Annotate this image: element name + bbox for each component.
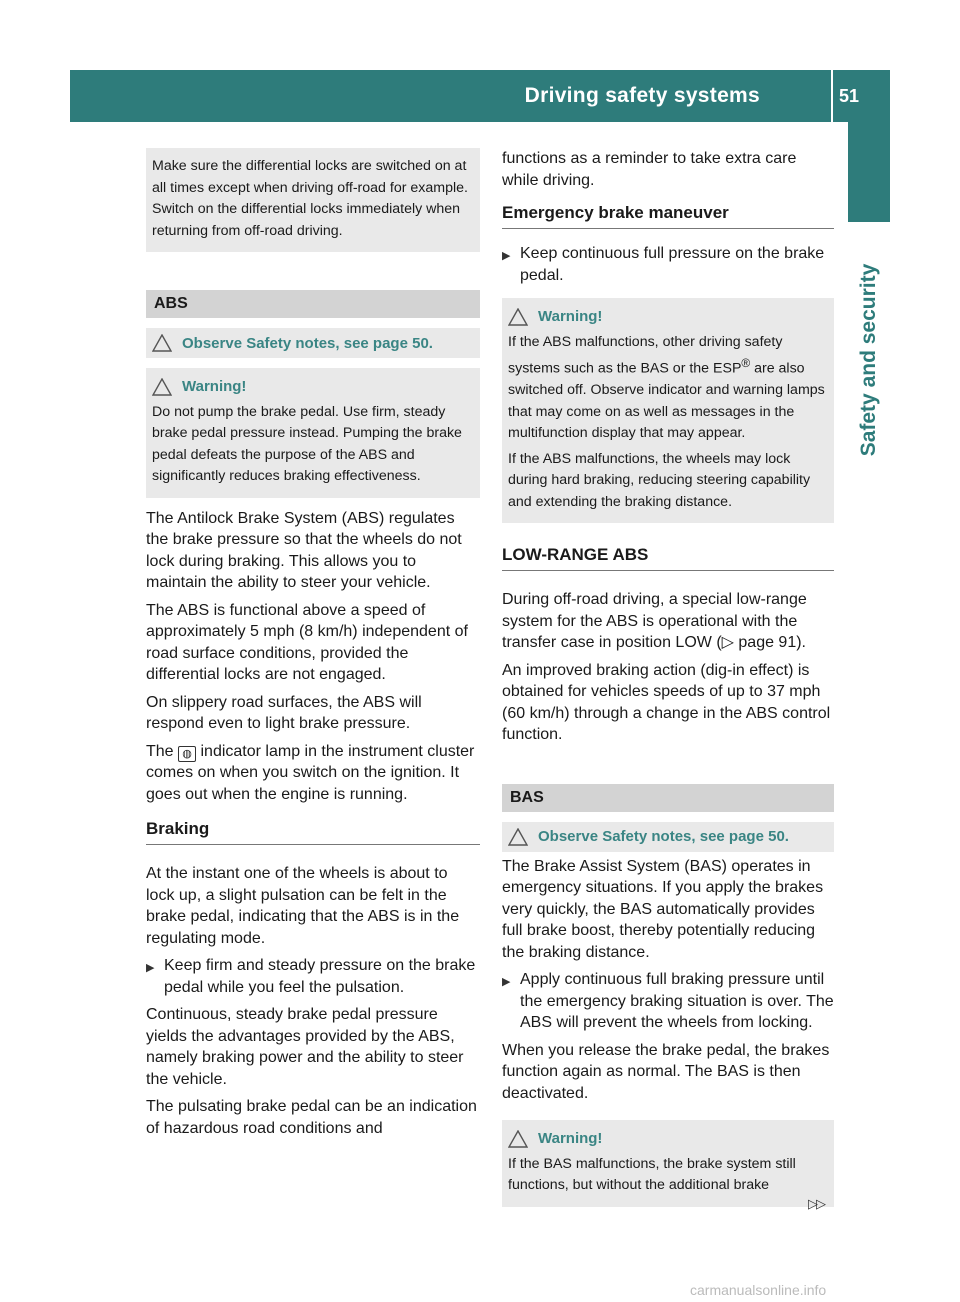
abs-section-heading: ABS [146, 290, 480, 318]
right-column [502, 148, 834, 1217]
side-tab [848, 240, 890, 480]
abs-paragraph-4-pre: The [146, 742, 174, 760]
header-divider [831, 70, 833, 122]
intro-note [146, 148, 480, 252]
warning-triangle-icon [508, 828, 528, 846]
continued-paragraph: functions as a reminder to take extra care while driving. [502, 150, 797, 189]
emergency-step-text: Keep continuous full pressure on the brake pedal. [520, 245, 825, 284]
bas-safety-note [502, 822, 834, 852]
intro-note-text: Make sure the differential locks are switched on at all times except when driving off-road for example. Switch on the differential locks immediately when returning from off-road driving. [152, 158, 468, 239]
abs-paragraph-1: The Antilock Brake System (ABS) regulates the brake pressure so that the wheels do not lock during braking. This allows you to maintain the ability to steer your vehicle. [146, 509, 462, 591]
abs-warning [146, 368, 480, 498]
abs-paragraph-4 [146, 741, 480, 806]
abs-indicator-lamp-icon: ◍ [178, 746, 196, 762]
abs-warning-title: Warning! [182, 378, 247, 395]
page-title: Driving safety systems [524, 84, 760, 107]
bas-step [502, 969, 834, 1034]
low-range-paragraph-2: An improved braking action (dig-in effect) is obtained for vehicles speeds of up to 37 mph (60 km/h) through a change in the ABS control function. [502, 661, 831, 744]
emergency-step [502, 243, 834, 286]
step-arrow-icon: ▶ [502, 976, 511, 989]
bas-warning-head [508, 1128, 828, 1150]
abs-malfunction-warning-title: Warning! [538, 308, 603, 325]
bas-warning [502, 1120, 834, 1207]
braking-heading: Braking [146, 819, 480, 845]
warning-triangle-icon [152, 334, 172, 352]
braking-step [146, 955, 480, 998]
warning-triangle-icon [508, 308, 528, 326]
abs-safety-note [146, 328, 480, 358]
page-number: 51 [839, 86, 860, 106]
abs-malfunction-text-b: are also switched off. Observe indicator and warning lamps that may come on as well as messages in the multifunction display that may appear. [508, 360, 825, 442]
abs-warning-head [152, 376, 474, 398]
braking-paragraph-1: At the instant one of the wheels is about to lock up, a slight pulsation can be felt in the brake pedal, indicating that the ABS is in the regulating mode. [146, 865, 460, 947]
side-tab-block [848, 122, 890, 222]
registered-mark: ® [741, 356, 751, 370]
warning-triangle-icon [508, 1130, 528, 1148]
emergency-heading: Emergency brake maneuver [502, 203, 834, 229]
bas-warning-title: Warning! [538, 1130, 603, 1148]
abs-paragraph-3: On slippery road surfaces, the ABS will respond even to light brake pressure. [146, 693, 422, 732]
step-arrow-icon: ▶ [146, 962, 155, 974]
continue-marker: ▷▷ [808, 1196, 824, 1211]
watermark: carmanualsonline.info [690, 1282, 827, 1298]
abs-safety-note-text: Observe Safety notes, see page 50. [182, 334, 433, 352]
abs-malfunction-warning-text-1 [508, 332, 828, 445]
braking-paragraph-2: Continuous, steady brake pedal pressure yields the advantages provided by the ABS, namely braking power and the ability to steer the vehicle. [146, 1006, 464, 1088]
bas-section-heading: BAS [502, 784, 834, 812]
bas-paragraph-1: The Brake Assist System (BAS) operates in emergency situations. If you apply the brakes very quickly, the BAS automatically provides full brake boost, thereby potentially reducing the braking distance. [502, 857, 824, 961]
bas-safety-note-text: Observe Safety notes, see page 50. [538, 828, 789, 846]
bas-step-text: Apply continuous full braking pressure until the emergency braking situation is over. The ABS will prevent the wheels from locking. [520, 971, 834, 1032]
step-arrow-icon: ▶ [502, 250, 511, 262]
abs-paragraph-2: The ABS is functional above a speed of approximately 5 mph (8 km/h) independent of road surface conditions, provided the differential locks are not engaged. [146, 601, 468, 683]
side-tab-label: Safety and security [857, 263, 880, 457]
abs-malfunction-warning-text-2: If the ABS malfunctions, the wheels may lock during hard braking, reducing steering capability and extending the braking distance. [508, 450, 811, 510]
abs-malfunction-text-a: If the ABS malfunctions, other driving safety systems such as the BAS or the ESP [508, 333, 783, 377]
bas-paragraph-2: When you release the brake pedal, the brakes function again as normal. The BAS is then deactivated. [502, 1041, 830, 1102]
braking-paragraph-3: The pulsating brake pedal can be an indication of hazardous road conditions and [146, 1098, 477, 1137]
abs-malfunction-warning [502, 298, 834, 523]
warning-triangle-icon [152, 378, 172, 396]
bas-warning-text: If the BAS malfunctions, the brake system still functions, but without the additional brake [508, 1155, 796, 1194]
left-column [146, 148, 480, 1145]
braking-step-text: Keep firm and steady pressure on the brake pedal while you feel the pulsation. [164, 957, 476, 996]
low-range-abs-heading: LOW-RANGE ABS [502, 545, 834, 571]
abs-malfunction-warning-head [508, 306, 828, 328]
abs-warning-text: Do not pump the brake pedal. Use firm, steady brake pedal pressure instead. Pumping the brake pedal defeats the purpose of the ABS and significantly reduces braking effectiveness. [152, 403, 462, 484]
abs-paragraph-4-post: indicator lamp in the instrument cluster comes on when you switch on the ignition. It goes out when the engine is running. [146, 742, 475, 803]
header-bar [70, 70, 890, 122]
low-range-paragraph-1: During off-road driving, a special low-range system for the ABS is operational with the transfer case in position LOW (▷ page 91). [502, 591, 807, 652]
